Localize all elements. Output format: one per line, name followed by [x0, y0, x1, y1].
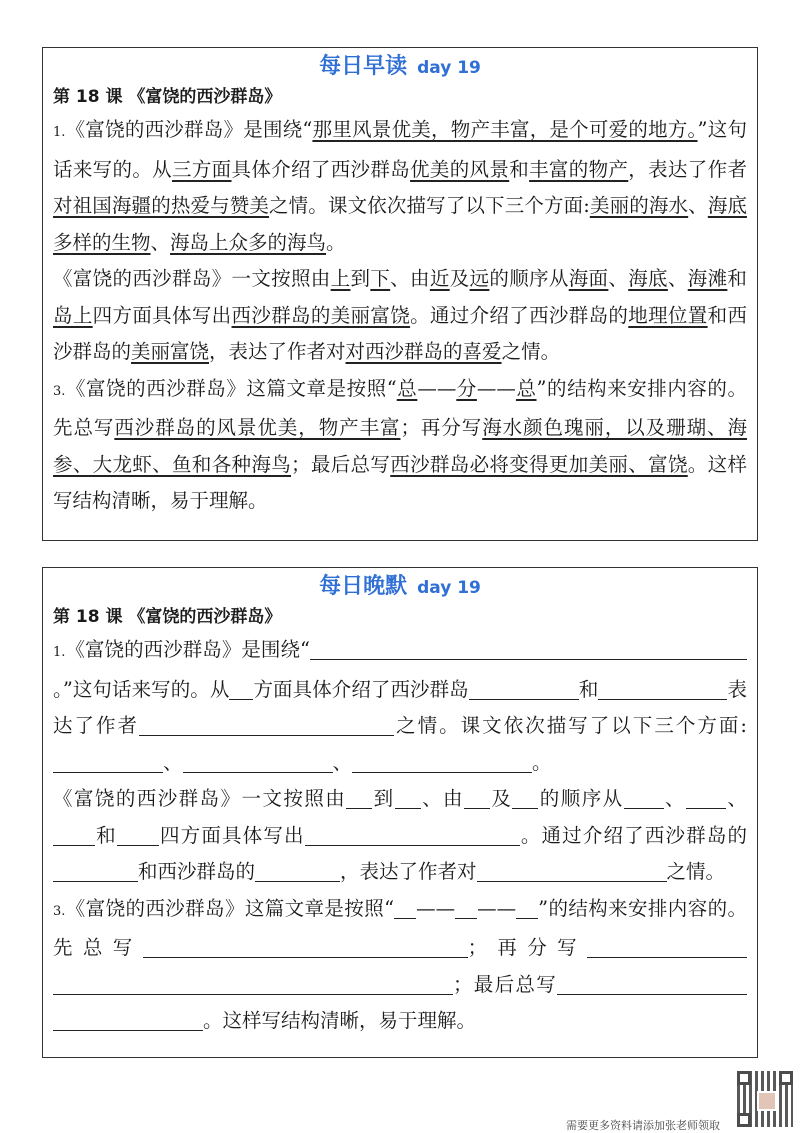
qr-code: [737, 1071, 793, 1127]
evening-recall-card: [42, 567, 758, 1058]
blank[interactable]: [516, 896, 538, 919]
blank[interactable]: [395, 786, 421, 809]
recall-lesson: 第 18 课 《富饶的西沙群岛》: [53, 607, 282, 627]
reading-day: day 19: [417, 58, 481, 78]
blank[interactable]: [139, 713, 394, 736]
blank[interactable]: [53, 1008, 203, 1031]
blank[interactable]: [117, 823, 159, 846]
qr-corner: [737, 1071, 751, 1085]
recall-paragraph-2: 《富饶的西沙群岛》一文按照由 到 、由 及 的顺序从 、 、和 四方面具体写出 。通过介绍了西沙群岛的和西沙群岛的 ，表达了作者对 之情。: [53, 787, 747, 883]
reading-lesson: 第 18 课 《富饶的西沙群岛》: [53, 87, 282, 107]
blank[interactable]: [512, 786, 538, 809]
blank[interactable]: [310, 637, 725, 660]
blank[interactable]: [346, 786, 372, 809]
blank[interactable]: [464, 786, 490, 809]
blank[interactable]: [183, 750, 333, 773]
blank[interactable]: [725, 637, 747, 660]
recall-day: day 19: [417, 578, 481, 598]
blank[interactable]: [587, 935, 747, 958]
reading-paragraph-3: 3.《富饶的西沙群岛》这篇文章是按照“总——分——总”的结构来安排内容的。先总写西沙群岛的风景优美，物产丰富；再分写海水颜色瑰丽，以及珊瑚、海参、大龙虾、鱼和各种海鸟；最后总写西沙群岛必将变得更加美丽、富饶。这样写结构清晰，易于理解。: [53, 376, 747, 512]
blank[interactable]: [394, 896, 416, 919]
reading-title-text: 每日早读: [319, 54, 408, 79]
recall-title: [43, 572, 757, 602]
qr-corner: [779, 1071, 793, 1085]
blank[interactable]: [53, 972, 453, 995]
blank[interactable]: [455, 896, 477, 919]
footer-note: 需要更多资料请添加张老师领取: [566, 1119, 720, 1132]
reading-title: [43, 52, 757, 82]
blank[interactable]: [622, 677, 727, 700]
blank[interactable]: [686, 786, 726, 809]
blank[interactable]: [597, 859, 667, 882]
blank[interactable]: [624, 786, 664, 809]
blank[interactable]: [477, 859, 597, 882]
blank[interactable]: [53, 750, 163, 773]
recall-paragraph-1: 1.《富饶的西沙群岛》是围绕“。”这句话来写的。从 方面具体介绍了西沙群岛 和 表达了作者 之情。课文依次描写了以下三个方面:、 、 。: [53, 638, 747, 774]
blank[interactable]: [557, 972, 747, 995]
qr-corner: [737, 1113, 751, 1127]
blank[interactable]: [53, 823, 95, 846]
blank[interactable]: [469, 677, 579, 700]
blank[interactable]: [305, 823, 520, 846]
qr-avatar: [757, 1091, 777, 1111]
blank[interactable]: [255, 859, 340, 882]
morning-reading-card: [42, 47, 758, 541]
recall-title-text: 每日晚默: [319, 574, 408, 599]
recall-paragraph-3: 3.《富饶的西沙群岛》这篇文章是按照“ —— —— ”的结构来安排内容的。先总写 ；再分写；最后总写。这样写结构清晰，易于理解。: [53, 896, 747, 1032]
reading-paragraph-2: 《富饶的西沙群岛》一文按照由上到下、由近及远的顺序从海面、海底、海滩和岛上四方面具体写出西沙群岛的美丽富饶。通过介绍了西沙群岛的地理位置和西沙群岛的美丽富饶，表达了作者对对西沙群岛的喜爱之情。: [53, 267, 747, 363]
blank[interactable]: [53, 859, 138, 882]
blank[interactable]: [143, 935, 468, 958]
reading-paragraph-1: 1.《富饶的西沙群岛》是围绕“那里风景优美，物产丰富，是个可爱的地方。”这句话来写的。从三方面具体介绍了西沙群岛优美的风景和丰富的物产，表达了作者对祖国海疆的热爱与赞美之情。课文依次描写了以下三个方面:美丽的海水、海底多样的生物、海岛上众多的海鸟。: [53, 118, 747, 254]
blank[interactable]: [598, 677, 622, 700]
blank[interactable]: [229, 677, 253, 700]
blank[interactable]: [352, 750, 532, 773]
